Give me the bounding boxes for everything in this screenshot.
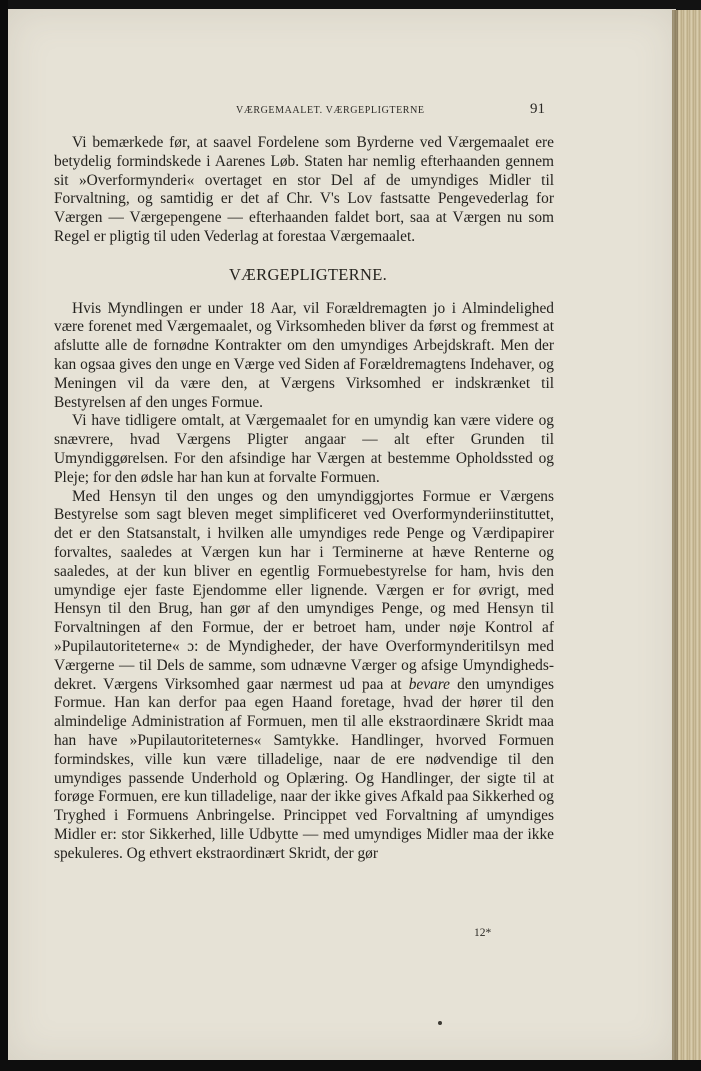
paragraph-estate-part2: den umyndiges Formue. Han kan derfor paa egen Haand foretage, hvad der hører til den almindelige Administration af Formuen, men til alle ekstraordinære Skridt maa han have »Pupilautoriteternes« Samtykke. Handlinger, hvorved Formuen formindskes, ville kun være tilladelige, naar de ere nødvendige til den umyndiges passende Underhold og Oplæring. Og Handlinger, der sigte til at forøge Formuen, ere kun tilladelige, naar der ikke gives Afkald paa Sikkerhed og Tryghed i Formuens Anbringelse. Princippet ved Forvaltning af umyndiges Midler er: stor Sikkerhed, lille Udbytte — med umyndiges Midler maa der ikke spekuleres. Og ethvert ekstraordinært Skridt, der gør (54, 675, 554, 862)
paragraph-estate (54, 488, 554, 864)
page-header (8, 103, 676, 123)
paragraph-intro: Vi bemærkede før, at saavel Fordelene som Byrderne ved Værgemaalet ere betydelig formindskede i Aarenes Løb. Staten har nemlig efterhaanden gennem sit »Overformynderi« overtaget en stor Del af de umyndiges Midler til Forvaltning, og samtidig er det af Chr. V's Lov fastsatte Pengevederlag for Værgen — Værgepengene — efterhaanden faldet bort, saa at Værgen nu som Regel er pligtig til uden Vederlag at forestaa Værgemaalet. (54, 134, 554, 245)
running-head: VÆRGEMAALET. VÆRGEPLIGTERNE (236, 105, 425, 116)
emphasis-bevare: bevare (408, 675, 451, 693)
page-number: 91 (530, 101, 545, 117)
paragraph-minors: Hvis Myndlingen er under 18 Aar, vil Forældremagten jo i Almindelighed være forenet med Værgemaalet, og Virksomheden bliver da først og fremmest at afslutte alle de fornødne Kontrakter om den umyndiges Arbejdskraft. Men der kan ogsaa gives den unge en Værge ved Siden af Forældremagtens Indehaver, og Meningen vil da være den, at Værgens Virksomhed er indskrænket til Bestyrelsen af den unges Formue. (54, 299, 554, 411)
scan-border-left (0, 0, 8, 1071)
book-page (8, 9, 676, 1061)
paper-speck (438, 1021, 442, 1025)
section-heading: VÆRGEPLIGTERNE. (228, 264, 388, 284)
scan-border-bottom (0, 1060, 701, 1071)
signature-mark: 12* (474, 927, 492, 939)
body-text (54, 134, 554, 863)
page-edge-shadow (672, 10, 678, 1071)
paragraph-estate-part1: Med Hensyn til den unges og den umyndiggjortes Formue er Værgens Bestyrelse som sagt bleven meget simplificeret ved Overformynderiinstituttet, det er den Statsanstalt, i hvilken alle umyndiges rede Penge og Værdipapirer forvaltes, saaledes at Værgen kun har i Terminerne at hæve Renterne og saaledes, at der kun bliver en egentlig Formuebestyrelse for ham, hvis den umyndige ejer faste Ejendomme eller lignende. Værgen er for øvrigt, med Hensyn til den Brug, han gør af den umyndiges Penge, og med Hensyn til Forvaltningen af den Formue, der er betroet ham, under nøje Kontrol af »Pupilautoriteterne« ɔ: de Myndigheder, der have Overformynderitilsyn med Værgerne — til Dels de samme, som udnævne Værger og afsige Umyndigheds-dekret. Værgens Virksomhed gaar nærmest ud paa at (54, 487, 554, 693)
paragraph-duties: Vi have tidligere omtalt, at Værgemaalet for en umyndig kan være videre og snævrere, hvad Værgens Pligter angaar — alt efter Grunden til Umyndiggørelsen. For den afsindige har Værgen at bestemme Opholdssted og Pleje; for den ødsle har han kun at forvalte Formuen. (54, 412, 554, 486)
